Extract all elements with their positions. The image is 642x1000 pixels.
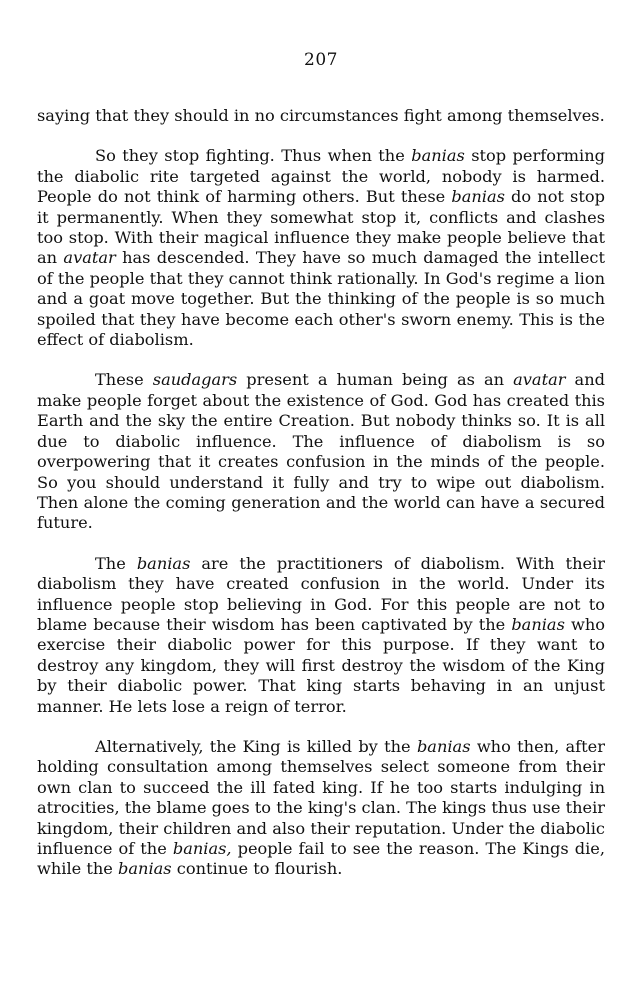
text-run: has descended. They have so much damaged the intellect of the people that they cannot think rationally. In God's regime a lion and a goat move together. But the thinking of the people is so much spoiled that they have become each other's sworn enemy. This is the effect of diabolism. xyxy=(37,248,605,350)
text-run: who exercise their diabolic power for this purpose. If they want to destroy any kingdom, they will first destroy the wisdom of the King by their diabolic power. That king starts behaving in an unjust manner. He lets lose a reign of terror. xyxy=(37,614,605,716)
text-run: people fail to see the reason. The Kings die, while the xyxy=(37,839,605,879)
paragraph xyxy=(37,146,605,350)
italic-term: avatar xyxy=(63,248,116,268)
body-text xyxy=(37,106,605,900)
paragraph xyxy=(37,737,605,880)
page-number: 207 xyxy=(304,50,338,70)
text-run: The xyxy=(95,553,137,573)
text-run: are the practitioners of diabolism. With their diabolism they have created confusion in the world. Under its influence people stop believing in God. For this people are not to blame because their wisdom has been captivated by the xyxy=(37,553,605,634)
italic-term: banias xyxy=(511,614,565,634)
italic-term: avatar xyxy=(513,370,566,390)
italic-term: banias xyxy=(416,736,471,756)
paragraph xyxy=(37,554,605,717)
text-run: do not stop it permanently. When they somewhat stop it, conflicts and clashes too stop. With their magical influence they make people believe that an xyxy=(37,187,605,268)
italic-term: banias, xyxy=(172,839,232,858)
italic-term: banias xyxy=(136,553,191,573)
text-run: saying that they should in no circumstances fight among themselves. xyxy=(37,106,605,125)
text-run: and make people forget about the existence of God. God has created this Earth and the sky the entire Creation. But nobody thinks so. It is all due to diabolic influence. The influence of diabolism is so overpowering that it creates confusion in the minds of the people. So you should understand it fully and try to wipe out diabolism. Then alone the coming generation and the world can have a secured future. xyxy=(37,370,605,533)
text-run: continue to flourish. xyxy=(171,859,343,879)
text-run: Alternatively, the King is killed by the xyxy=(95,736,417,756)
text-run: So they stop fighting. Thus when the xyxy=(95,146,412,166)
text-run: present a human being as an xyxy=(237,370,514,390)
paragraph xyxy=(37,106,605,126)
italic-term: banias xyxy=(411,146,465,166)
text-run: stop performing the diabolic rite targeted against the world, nobody is harmed. People do not think of harming others. But these xyxy=(37,146,605,207)
paragraph xyxy=(37,370,605,533)
italic-term: banias xyxy=(451,187,505,207)
italic-term: banias xyxy=(118,859,172,879)
text-run: These xyxy=(95,370,153,390)
italic-term: saudagars xyxy=(152,370,238,390)
text-run: who then, after holding consultation among themselves select someone from their own clan to succeed the ill fated king. If he too starts indulging in atrocities, the blame goes to the king's clan. The kings thus use their kingdom, their children and also their reputation. Under the diabolic influence of the xyxy=(37,736,606,858)
